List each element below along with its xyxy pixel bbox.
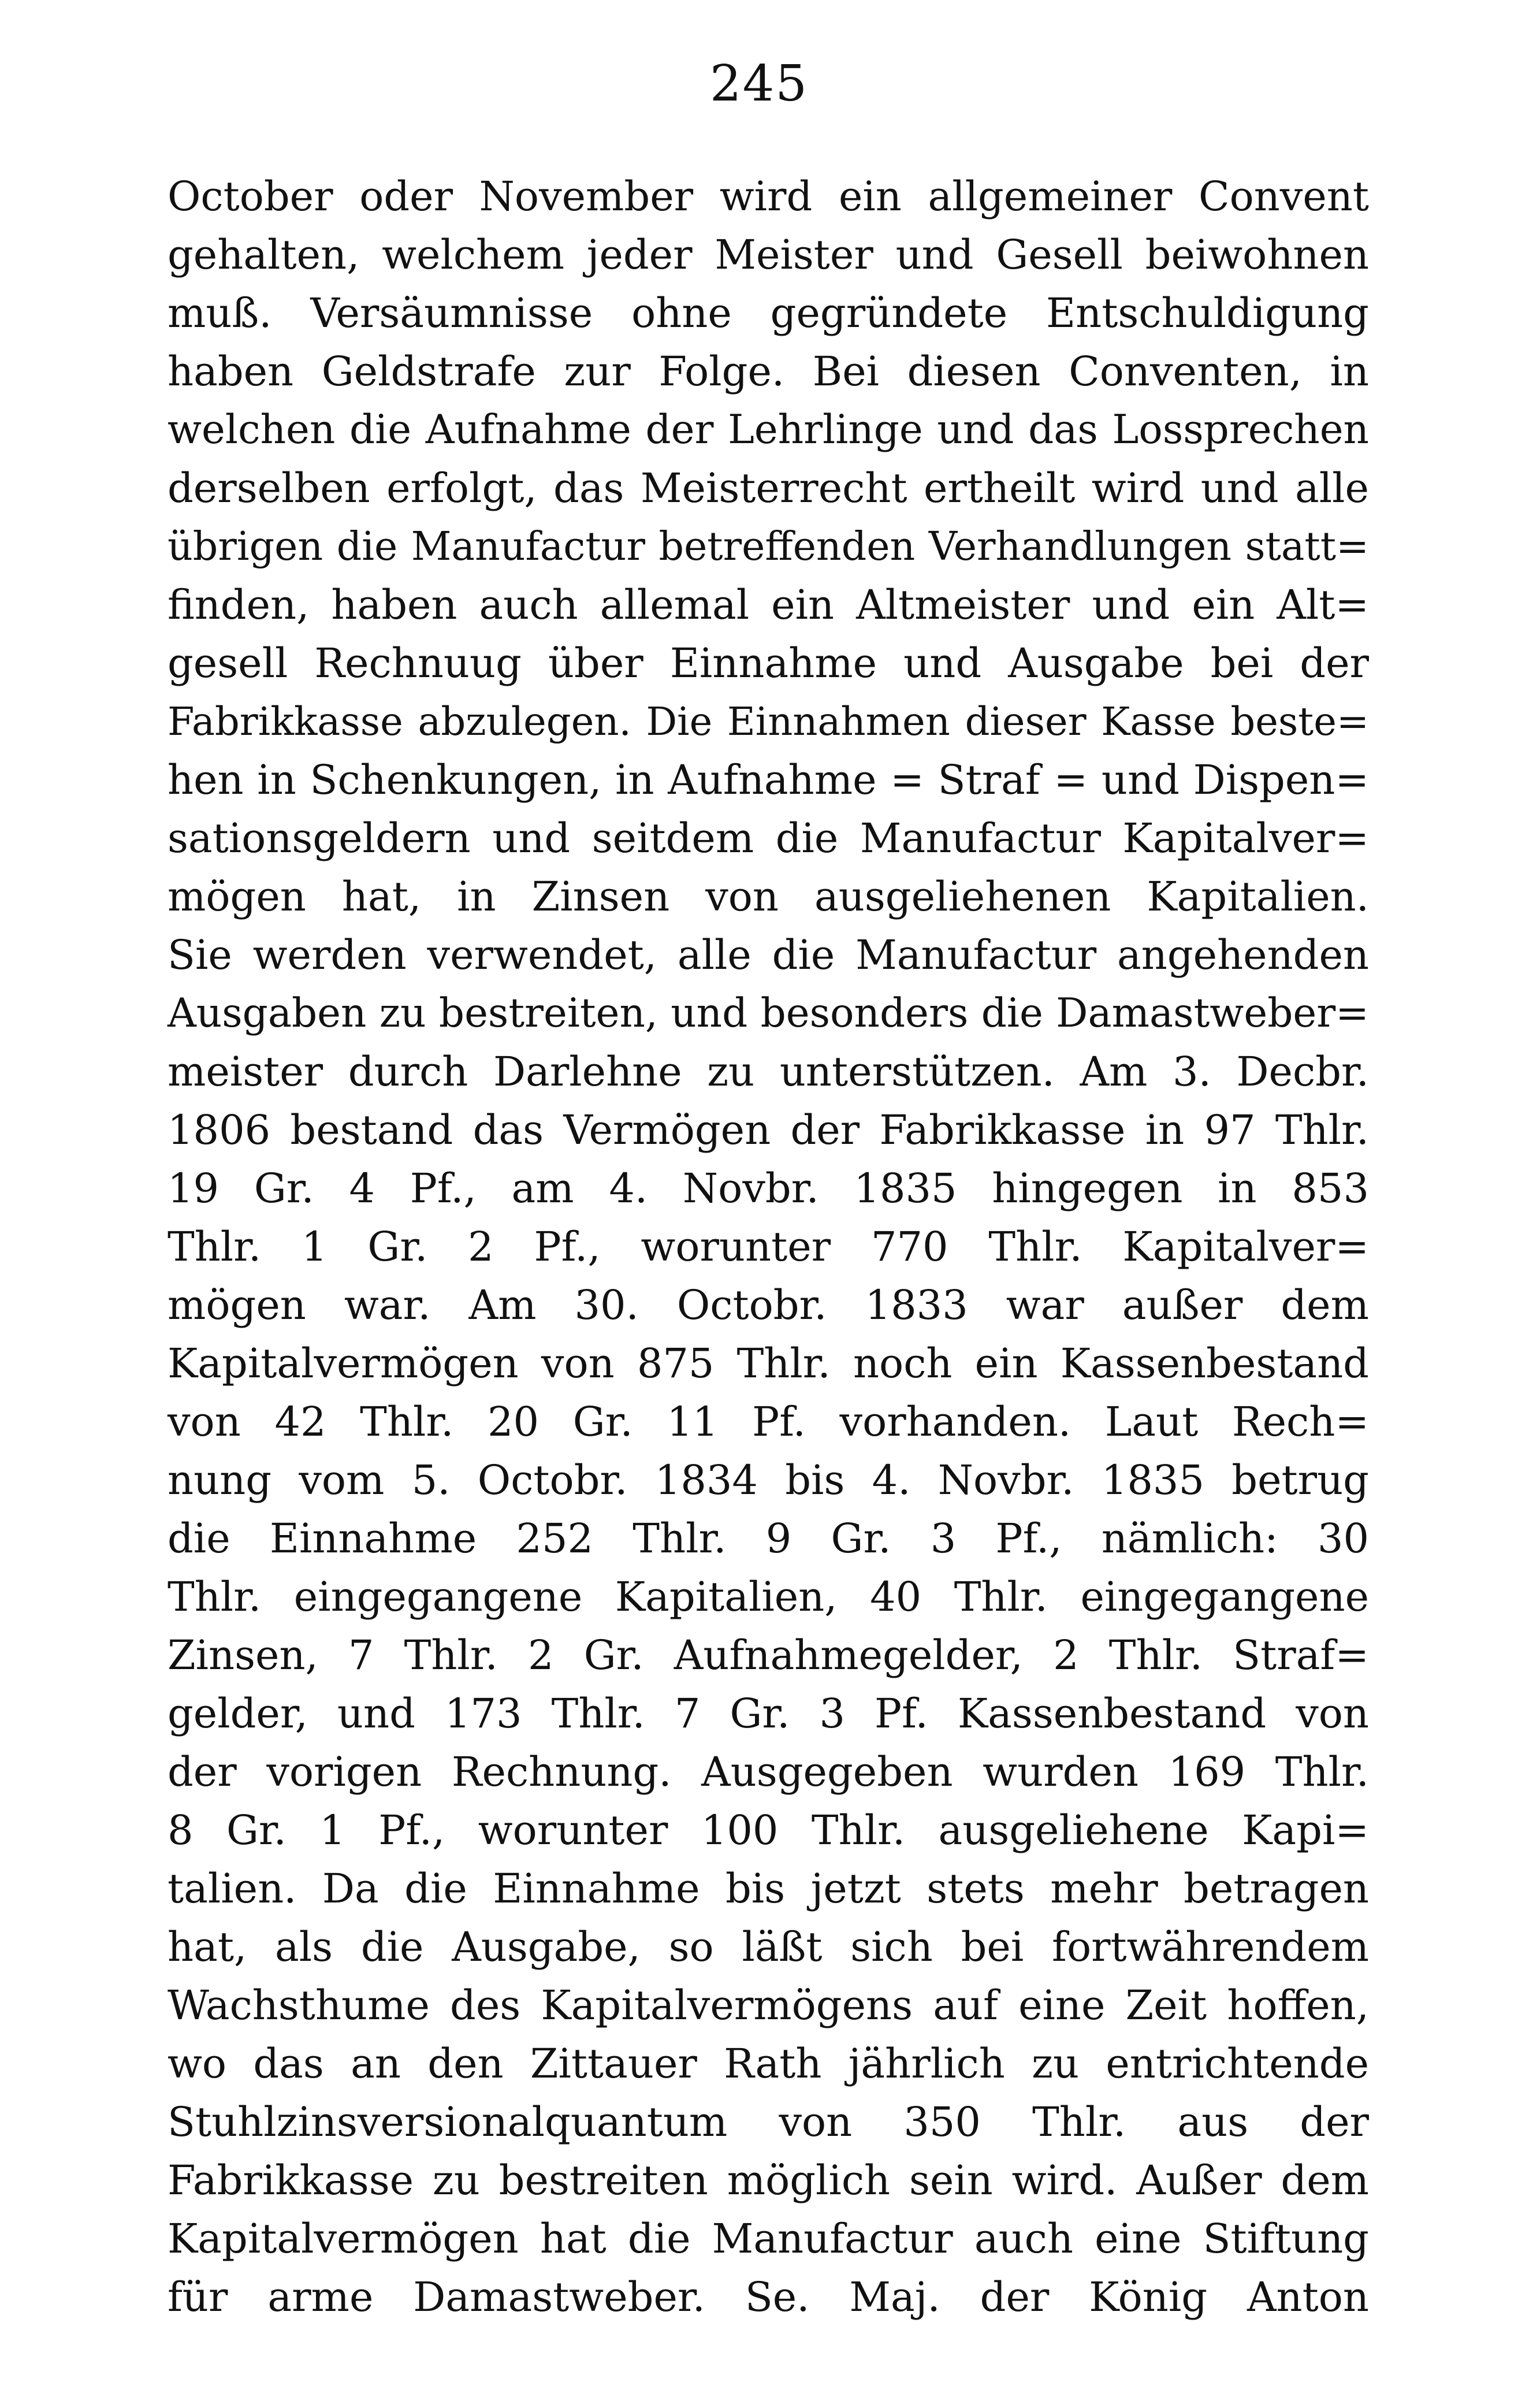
- text-line: hat, als die Ausgabe, so läßt sich bei fortwährendem: [168, 1923, 1369, 1971]
- text-line: haben Geldstrafe zur Folge. Bei diesen Conventen, in: [168, 348, 1369, 395]
- text-line: talien. Da die Einnahme bis jetzt stets mehr betragen: [168, 1865, 1369, 1912]
- text-line: 19 Gr. 4 Pf., am 4. Novbr. 1835 hingegen in 853: [168, 1165, 1369, 1212]
- text-line: 8 Gr. 1 Pf., worunter 100 Thlr. ausgeliehene Kapi=: [168, 1807, 1369, 1854]
- text-line: Kapitalvermögen hat die Manufactur auch eine Stiftung: [168, 2215, 1369, 2262]
- text-line: Fabrikkasse abzulegen. Die Einnahmen dieser Kasse beste=: [168, 699, 1369, 744]
- text-line: übrigen die Manufactur betreffenden Verhandlungen statt=: [168, 524, 1369, 570]
- text-line: nung vom 5. Octobr. 1834 bis 4. Novbr. 1835 betrug: [168, 1456, 1369, 1504]
- text-line: muß. Versäumnisse ohne gegründete Entschuldigung: [168, 289, 1369, 337]
- text-line: 1806 bestand das Vermögen der Fabrikkasse in 97 Thlr.: [168, 1106, 1369, 1154]
- text-line: Thlr. 1 Gr. 2 Pf., worunter 770 Thlr. Kapitalver=: [168, 1223, 1369, 1270]
- text-line: hen in Schenkungen, in Aufnahme = Straf = und Dispen=: [168, 756, 1369, 804]
- text-line: Sie werden verwendet, alle die Manufactur angehenden: [168, 931, 1369, 979]
- text-line: meister durch Darlehne zu unterstützen. Am 3. Decbr.: [168, 1048, 1369, 1095]
- text-line: mögen hat, in Zinsen von ausgeliehenen Kapitalien.: [168, 873, 1369, 920]
- text-line: Stuhlzinsversionalquantum von 350 Thlr. aus der: [168, 2098, 1369, 2146]
- text-line: Wachsthume des Kapitalvermögens auf eine Zeit hoffen,: [168, 1982, 1369, 2029]
- text-line: Fabrikkasse zu bestreiten möglich sein wird. Außer dem: [168, 2157, 1369, 2204]
- text-line: gelder, und 173 Thlr. 7 Gr. 3 Pf. Kassenbestand von: [168, 1690, 1369, 1737]
- text-line: wo das an den Zittauer Rath jährlich zu entrichtende: [168, 2040, 1369, 2087]
- text-line: Kapitalvermögen von 875 Thlr. noch ein Kassenbestand: [168, 1340, 1369, 1387]
- text-line: welchen die Aufnahme der Lehrlinge und das Lossprechen: [168, 407, 1369, 453]
- text-line: für arme Damastweber. Se. Maj. der König Anton: [168, 2273, 1369, 2321]
- text-line: mögen war. Am 30. Octobr. 1833 war außer dem: [168, 1281, 1369, 1329]
- text-line: gehalten, welchem jeder Meister und Gesell beiwohnen: [168, 231, 1369, 278]
- text-line: die Einnahme 252 Thlr. 9 Gr. 3 Pf., nämlich: 30: [168, 1515, 1369, 1562]
- text-line: Zinsen, 7 Thlr. 2 Gr. Aufnahmegelder, 2 Thlr. Straf=: [168, 1632, 1369, 1679]
- text-line: Thlr. eingegangene Kapitalien, 40 Thlr. eingegangene: [168, 1573, 1369, 1621]
- text-line: derselben erfolgt, das Meisterrecht ertheilt wird und alle: [168, 464, 1369, 512]
- text-line: sationsgeldern und seitdem die Manufactur Kapitalver=: [168, 815, 1369, 862]
- text-line: October oder November wird ein allgemeiner Convent: [168, 173, 1369, 220]
- text-line: gesell Rechnuug über Einnahme und Ausgabe bei der: [168, 640, 1369, 687]
- page-number: 245: [709, 55, 809, 113]
- text-line: der vorigen Rechnung. Ausgegeben wurden 169 Thlr.: [168, 1748, 1369, 1796]
- text-line: finden, haben auch allemal ein Altmeister und ein Alt=: [168, 581, 1369, 629]
- text-line: Ausgaben zu bestreiten, und besonders die Damastweber=: [168, 990, 1369, 1036]
- text-line: von 42 Thlr. 20 Gr. 11 Pf. vorhanden. Laut Rech=: [168, 1398, 1369, 1445]
- body-text: [168, 168, 1369, 2327]
